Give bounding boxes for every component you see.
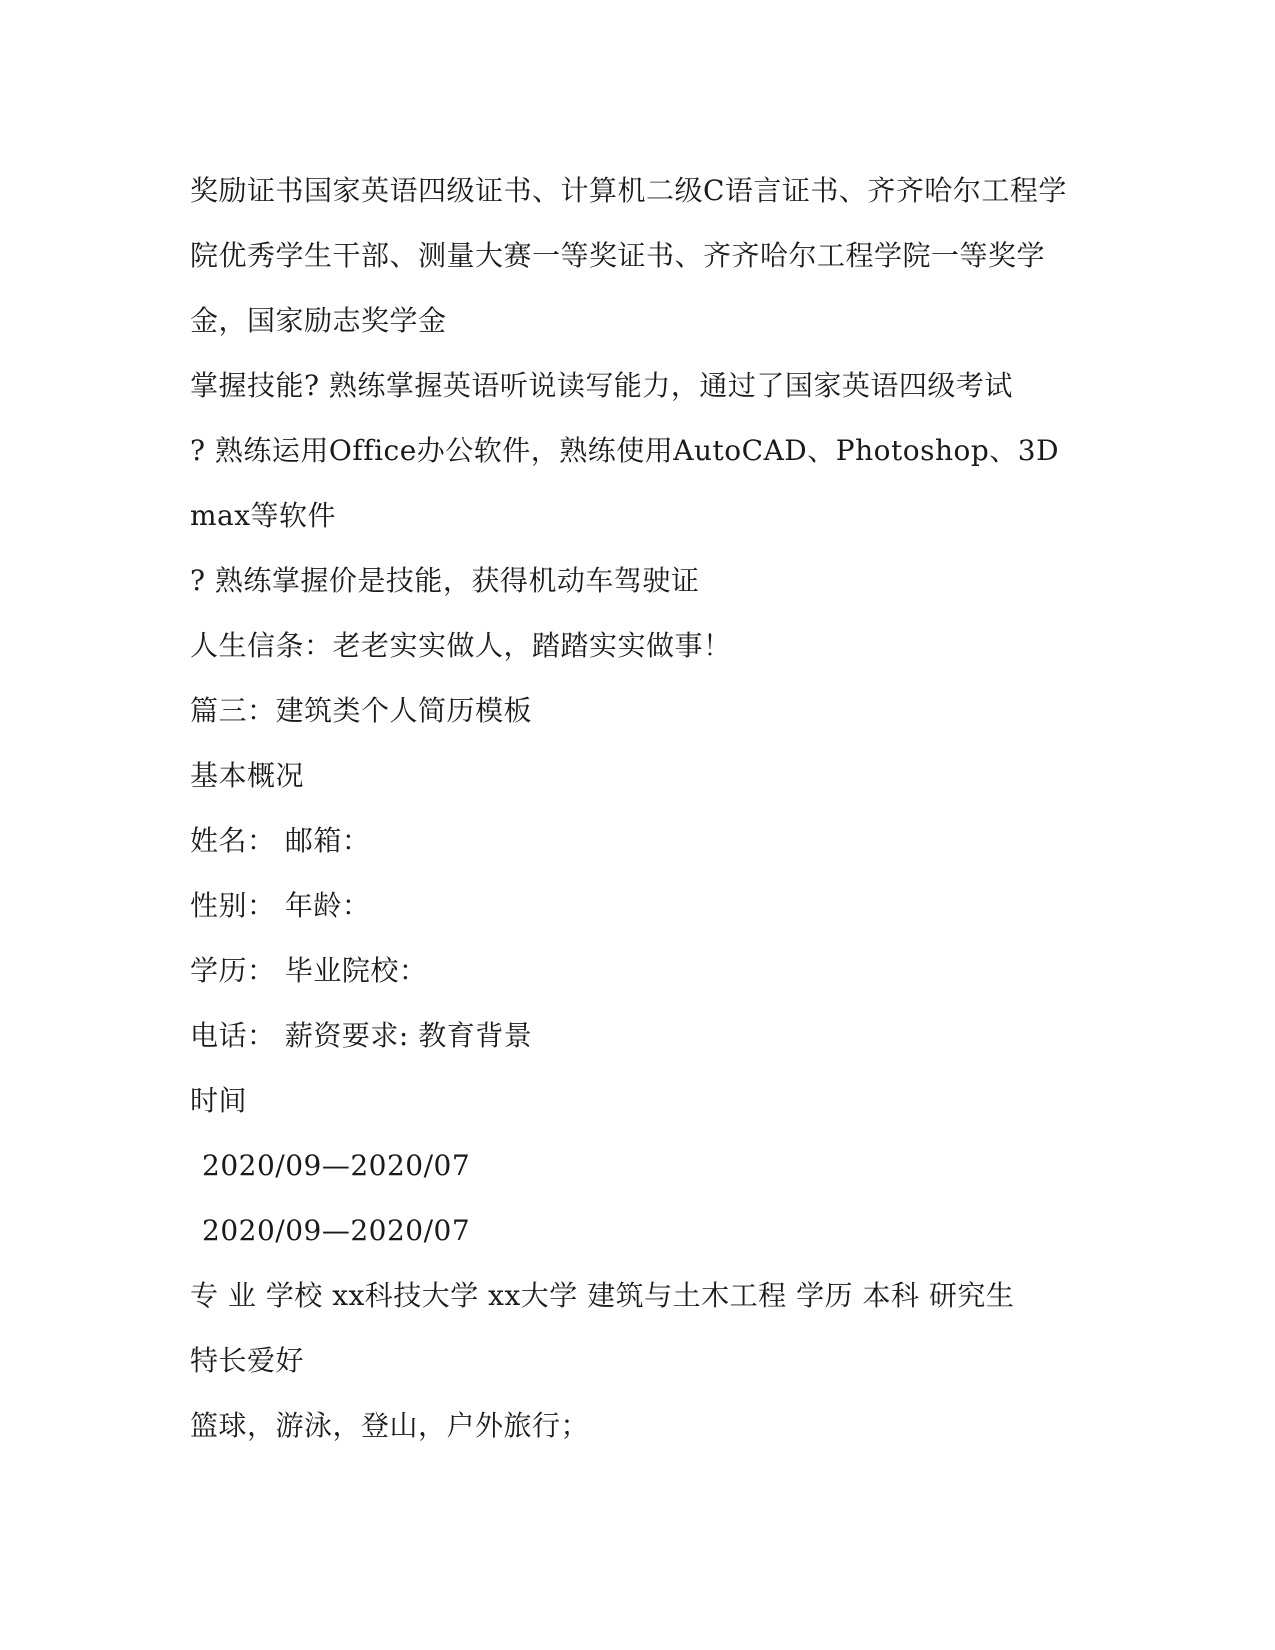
section-title: 篇三：建筑类个人简历模板 <box>190 694 533 727</box>
text-line: 姓名： 邮箱： <box>190 824 371 857</box>
text-line: 奖励证书国家英语四级证书、计算机二级C语言证书、齐齐哈尔工程学 <box>190 174 1067 207</box>
text-line: 掌握技能? 熟练掌握英语听说读写能力，通过了国家英语四级考试 <box>190 369 1013 402</box>
text-line: 人生信条：老老实实做人，踏踏实实做事！ <box>190 629 732 662</box>
date-range: 2020/09—2020/07 <box>202 1149 471 1182</box>
text-line: 电话： 薪资要求: 教育背景 <box>190 1019 533 1052</box>
text-line: 金，国家励志奖学金 <box>190 304 447 337</box>
date-range: 2020/09—2020/07 <box>202 1214 471 1247</box>
document-body <box>190 158 1090 1458</box>
text-line: 性别： 年龄： <box>190 889 371 922</box>
text-line: ? 熟练运用Office办公软件，熟练使用AutoCAD、Photoshop、3D <box>190 434 1060 467</box>
text-line: 专 业 学校 xx科技大学 xx大学 建筑与土木工程 学历 本科 研究生 <box>190 1279 1015 1312</box>
text-line: ? 熟练掌握价是技能，获得机动车驾驶证 <box>190 564 700 597</box>
text-line: 学历： 毕业院校： <box>190 954 428 987</box>
text-line: 时间 <box>190 1084 248 1117</box>
text-line: 院优秀学生干部、测量大赛一等奖证书、齐齐哈尔工程学院一等奖学 <box>190 239 1046 272</box>
text-line: 篮球，游泳，登山，户外旅行； <box>190 1409 590 1442</box>
section-heading: 基本概况 <box>190 759 305 792</box>
section-heading: 特长爱好 <box>190 1344 305 1377</box>
text-line: max等软件 <box>190 499 337 532</box>
